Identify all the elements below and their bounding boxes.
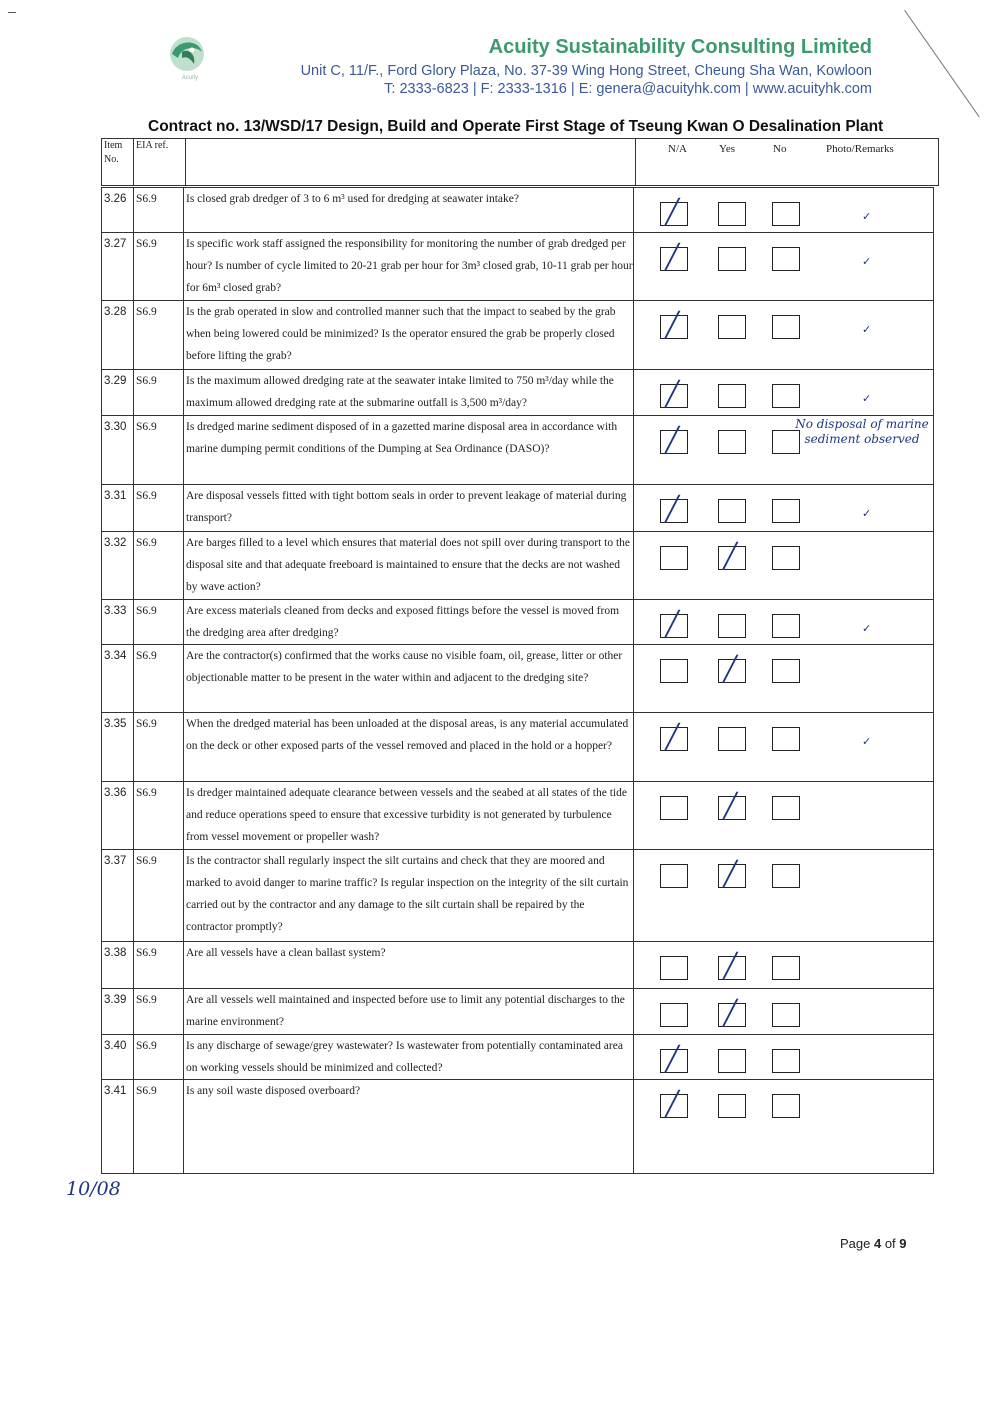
eia-reference: S6.9 (134, 532, 184, 600)
table-row (102, 1035, 934, 1080)
checkbox-cell (634, 782, 934, 850)
checkbox-yes[interactable] (718, 202, 746, 226)
eia-reference: S6.9 (134, 1080, 184, 1174)
item-number: 3.28 (102, 301, 134, 370)
handwritten-date: 10/08 (66, 1178, 121, 1200)
contract-title: Contract no. 13/WSD/17 Design, Build and Operate First Stage of Tseung Kwan O Desalination Plant (148, 118, 884, 135)
check-mark-icon: ╱ (723, 655, 738, 683)
checkbox-na[interactable] (660, 796, 688, 820)
item-number: 3.40 (102, 1035, 134, 1080)
eia-reference: S6.9 (134, 713, 184, 782)
checkbox-cell (634, 1035, 934, 1080)
page-number: Page 4 of 9 (840, 1236, 907, 1251)
item-number: 3.27 (102, 233, 134, 301)
eia-reference: S6.9 (134, 645, 184, 713)
checkbox-cell (634, 532, 934, 600)
checkbox-na[interactable] (660, 546, 688, 570)
checkbox-cell (634, 1080, 934, 1174)
checkbox-cell (634, 301, 934, 370)
check-mark-icon: ╱ (665, 243, 680, 271)
item-number: 3.29 (102, 370, 134, 416)
question-text: Are all vessels well maintained and inspected before use to limit any potential discharges to the marine environment? (184, 989, 634, 1035)
item-number: 3.30 (102, 416, 134, 485)
check-mark-icon: ╱ (665, 1045, 680, 1073)
question-text: Are all vessels have a clean ballast system? (184, 942, 634, 989)
eia-reference: S6.9 (134, 416, 184, 485)
item-number: 3.39 (102, 989, 134, 1035)
header-question (186, 139, 636, 186)
question-text: Are disposal vessels fitted with tight bottom seals in order to prevent leakage of material during transport? (184, 485, 634, 532)
question-text: Is the maximum allowed dredging rate at the seawater intake limited to 750 m³/day while the maximum allowed dredging rate at the submarine outfall is 3,500 m³/day? (184, 370, 634, 416)
eia-reference: S6.9 (134, 301, 184, 370)
eia-reference: S6.9 (134, 850, 184, 942)
item-number: 3.26 (102, 188, 134, 233)
eia-reference: S6.9 (134, 989, 184, 1035)
checkbox-yes[interactable] (718, 315, 746, 339)
checkbox-na[interactable] (660, 864, 688, 888)
check-mark-icon: ╱ (723, 999, 738, 1027)
table-row (102, 301, 934, 370)
company-name: Acuity Sustainability Consulting Limited (488, 36, 872, 58)
table-row (102, 188, 934, 233)
check-mark-icon: ╱ (723, 792, 738, 820)
checkbox-no[interactable] (772, 727, 800, 751)
scan-edge-line (904, 10, 979, 117)
question-text: Are barges filled to a level which ensures that material does not spill over during transport to the disposal site and that adequate freeboard is maintained to ensure that the decks are not washed by wave action? (184, 532, 634, 600)
table-row (102, 782, 934, 850)
remark-tick: ✓ (862, 392, 872, 405)
checkbox-yes[interactable] (718, 614, 746, 638)
checkbox-cell (634, 850, 934, 942)
check-mark-icon: ╱ (665, 311, 680, 339)
question-text: Is the contractor shall regularly inspect the silt curtains and check that they are moored and marked to avoid danger to marine traffic? Is regular inspection on the integrity of the silt curtain carried out by the contractor and any damage to the silt curtain shall be repaired by the contractor promptly? (184, 850, 634, 942)
company-address: Unit C, 11/F., Ford Glory Plaza, No. 37-39 Wing Hong Street, Cheung Sha Wan, Kowloon (300, 63, 872, 79)
company-logo-icon (158, 32, 216, 94)
checkbox-no[interactable] (772, 1049, 800, 1073)
checkbox-no[interactable] (772, 202, 800, 226)
question-text: Is dredged marine sediment disposed of in a gazetted marine disposal area in accordance with marine dumping permit conditions of the Dumping at Sea Ordinance (DASO)? (184, 416, 634, 485)
question-text: Is closed grab dredger of 3 to 6 m³ used for dredging at seawater intake? (184, 188, 634, 233)
check-mark-icon: ╱ (665, 723, 680, 751)
question-text: Is the grab operated in slow and controlled manner such that the impact to seabed by the grab when being lowered could be minimized? Is the operator ensured the grab be properly closed before lifting the grab? (184, 301, 634, 370)
item-number: 3.37 (102, 850, 134, 942)
checkbox-no[interactable] (772, 956, 800, 980)
checkbox-no[interactable] (772, 499, 800, 523)
checkbox-no[interactable] (772, 546, 800, 570)
eia-reference: S6.9 (134, 485, 184, 532)
check-mark-icon: ╱ (723, 860, 738, 888)
table-row (102, 233, 934, 301)
item-number: 3.35 (102, 713, 134, 782)
checkbox-no[interactable] (772, 659, 800, 683)
header-eia-ref: EIA ref. (134, 139, 186, 186)
checkbox-cell (634, 600, 934, 645)
checkbox-no[interactable] (772, 864, 800, 888)
checkbox-no[interactable] (772, 1094, 800, 1118)
eia-reference: S6.9 (134, 1035, 184, 1080)
checkbox-yes[interactable] (718, 1049, 746, 1073)
check-mark-icon: ╱ (665, 1090, 680, 1118)
checkbox-cell (634, 989, 934, 1035)
check-mark-icon: ╱ (665, 380, 680, 408)
header-no: No (773, 143, 787, 155)
header-item-no: Item No. (102, 139, 134, 186)
eia-reference: S6.9 (134, 942, 184, 989)
item-number: 3.32 (102, 532, 134, 600)
item-number: 3.33 (102, 600, 134, 645)
table-row (102, 713, 934, 782)
checkbox-yes[interactable] (718, 430, 746, 454)
checkbox-no[interactable] (772, 796, 800, 820)
handwritten-remark: No disposal of marine sediment observed (795, 417, 929, 446)
eia-reference: S6.9 (134, 782, 184, 850)
checklist-header (101, 138, 939, 186)
remark-tick: ✓ (862, 622, 872, 635)
checkbox-no[interactable] (772, 1003, 800, 1027)
check-mark-icon: ╱ (665, 198, 680, 226)
item-number: 3.38 (102, 942, 134, 989)
header-na: N/A (668, 143, 687, 155)
remark-tick: ✓ (862, 323, 872, 336)
checkbox-yes[interactable] (718, 727, 746, 751)
eia-reference: S6.9 (134, 600, 184, 645)
question-text: Are excess materials cleaned from decks and exposed fittings before the vessel is moved from the dredging area after dredging? (184, 600, 634, 645)
table-row (102, 942, 934, 989)
question-text: Is any discharge of sewage/grey wastewater? Is wastewater from potentially contaminated area on working vessels should be minimized and collected? (184, 1035, 634, 1080)
checkbox-yes[interactable] (718, 1094, 746, 1118)
checkbox-cell (634, 485, 934, 532)
checkbox-no[interactable] (772, 315, 800, 339)
header-remarks: Photo/Remarks (826, 143, 894, 155)
remark-tick: ✓ (862, 735, 872, 748)
table-row (102, 989, 934, 1035)
remark-tick: ✓ (862, 210, 872, 223)
header-yes: Yes (719, 143, 736, 155)
checkbox-yes[interactable] (718, 247, 746, 271)
question-text: When the dredged material has been unloaded at the disposal areas, is any material accumulated on the deck or other exposed parts of the vessel removed and placed in the hold or a hopper? (184, 713, 634, 782)
checklist-table (101, 187, 934, 1174)
eia-reference: S6.9 (134, 188, 184, 233)
checkbox-cell (634, 370, 934, 416)
item-number: 3.34 (102, 645, 134, 713)
checkbox-no[interactable] (772, 384, 800, 408)
checkbox-cell (634, 942, 934, 989)
logo-caption: Acuity (181, 75, 199, 81)
table-row (102, 1080, 934, 1174)
check-mark-icon: ╱ (723, 542, 738, 570)
check-mark-icon: ╱ (665, 495, 680, 523)
checkbox-yes[interactable] (718, 499, 746, 523)
checkbox-no[interactable] (772, 614, 800, 638)
check-mark-icon: ╱ (665, 610, 680, 638)
question-text: Is dredger maintained adequate clearance between vessels and the seabed at all states of the tide and reduce operations speed to ensure that excessive turbidity is not generated by turbulence from vessel movement or propeller wash? (184, 782, 634, 850)
item-number: 3.36 (102, 782, 134, 850)
checkbox-cell (634, 645, 934, 713)
table-row (102, 645, 934, 713)
check-mark-icon: ╱ (665, 426, 680, 454)
question-text: Are the contractor(s) confirmed that the works cause no visible foam, oil, grease, litter or other objectionable matter to be present in the water within and adjacent to the dredging site? (184, 645, 634, 713)
table-row (102, 485, 934, 532)
item-number: 3.31 (102, 485, 134, 532)
checkbox-cell (634, 233, 934, 301)
check-mark-icon: ╱ (723, 952, 738, 980)
eia-reference: S6.9 (134, 370, 184, 416)
item-number: 3.41 (102, 1080, 134, 1174)
checkbox-na[interactable] (660, 659, 688, 683)
remark-tick: ✓ (862, 255, 872, 268)
checkbox-na[interactable] (660, 956, 688, 980)
table-row (102, 532, 934, 600)
eia-reference: S6.9 (134, 233, 184, 301)
question-text: Is any soil waste disposed overboard? (184, 1080, 634, 1174)
table-row (102, 370, 934, 416)
corner-mark (8, 12, 16, 13)
question-text: Is specific work staff assigned the responsibility for monitoring the number of grab dredged per hour? Is number of cycle limited to 20-21 grab per hour for 3m³ closed grab, 10-11 grab per hour for 6m³ closed grab? (184, 233, 634, 301)
checkbox-cell (634, 713, 934, 782)
checkbox-na[interactable] (660, 1003, 688, 1027)
checkbox-cell (634, 188, 934, 233)
remark-tick: ✓ (862, 507, 872, 520)
table-row (102, 600, 934, 645)
checkbox-no[interactable] (772, 247, 800, 271)
company-contact: T: 2333-6823 | F: 2333-1316 | E: genera@acuityhk.com | www.acuityhk.com (384, 81, 872, 97)
checkbox-yes[interactable] (718, 384, 746, 408)
table-row (102, 850, 934, 942)
